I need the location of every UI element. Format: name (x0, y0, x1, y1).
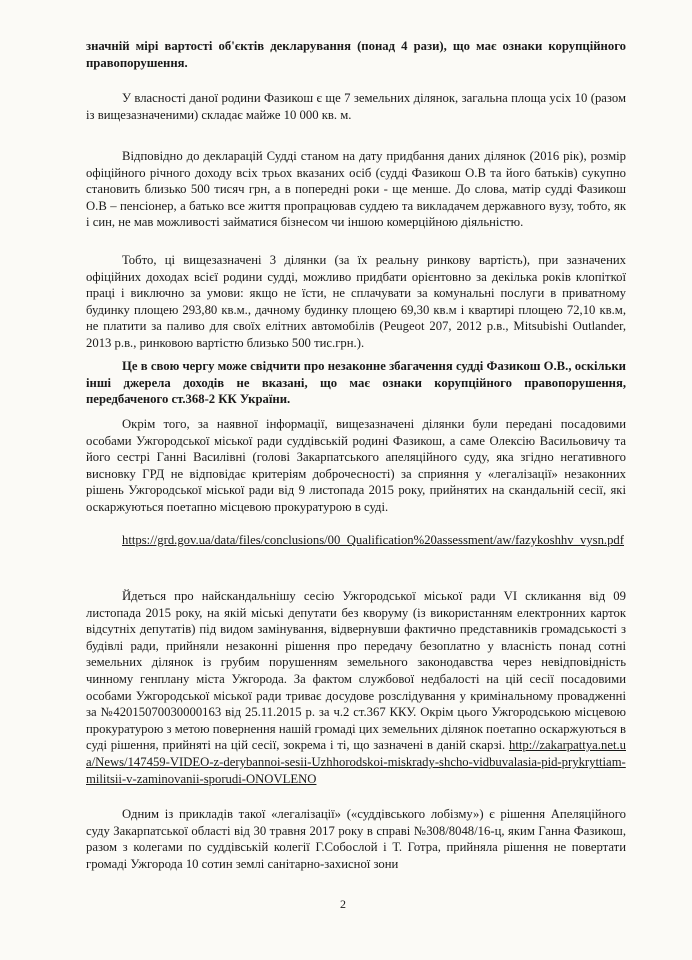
paragraph-continuation: значній мірі вартості об'єктів декларування (понад 4 рази), що має ознаки корупційного правопорушення. (86, 39, 626, 70)
paragraph-plot-value: Тобто, ці вищезазначені 3 ділянки (за їх реальну ринкову вартість), при зазначених офіційних доходах всієї родини судді, можливо придбати орієнтовно за декілька років клопіткої праці і виключно за умови: якщо не їсти, не сплачувати за комунальні послуги в приватному будинку площею 293,80 кв.м., дачному будинку площею 69,30 кв.м і квартирі площею 72,10 кв.м, не платити за паливо для своїх елітних автомобілів (Peugeot 207, 2012 р.в., Mitsubishi Outlander, 2013 р.в., ринковою вартістю близько 500 тис.грн.). (86, 253, 626, 350)
paragraph-transfer-of-plots: Окрім того, за наявної інформації, вищезазначені ділянки були передані посадовими особами Ужгородської міської ради суддівській родині Фазикош, а саме Олексію Васильовичу та його сестрі Ганні Василівні (голові Закарпатського апеляційного суду, яка згідно негативного висновку ГРД не відповідає критеріям доброчесності) за сприяння у «легалізації» незаконних рішень Ужгородської міської ради від 9 листопада 2015 року, прийнятих на скандальній сесії, які оскаржуються поетапно місцевою прокуратурою в суді. (86, 417, 626, 514)
paragraph-land-plots: У власності даної родини Фазикош є ще 7 земельних ділянок, загальна площа усіх 10 (разом із вищезазначеними) складає майже 10 000 кв. м. (86, 91, 626, 122)
paragraph-court-decision: Одним із прикладів такої «легалізації» («суддівського лобізму») є рішення Апеляційного суду Закарпатської області від 30 травня 2017 року в справі №308/8048/16-ц, яким Ганна Фазикош, разом з колегами по суддівській колегії Г.Собослой і Т. Готра, прийняла рішення не повертати громаді Ужгорода 10 сотин землі санітарно-захисної зони (86, 807, 626, 871)
paragraph-income-declaration: Відповідно до декларацій Судді станом на дату придбання даних ділянок (2016 рік), розмір офіційного річного доходу всіх трьох вказаних осіб (судді Фазикош О.В та його батьків) сукупно становить близько 500 тисяч грн, а в попередні роки - ще менше. До слова, матір судді Фазикош О.В – пенсіонер, а батько все життя пропрацював суддею та викладачем державного вузу, тобто, як і син, не мав можливості займатися бізнесом чи іншою комерційною діяльністю. (86, 149, 626, 230)
paragraph-scandal-session (86, 588, 626, 787)
scandal-session-text: Йдеться про найскандальнішу сесію Ужгородської міської ради VI скликання від 09 листопада 2015 року, на якій міські депутати без кворуму (із використанням електронних карток відсутніх депутатів) під видом замінування, відвернувши фактично представників громадськості з будівлі ради, прийняли незаконні рішення про передачу безоплатно у власність понад сотні земельних ділянок із грубим порушенням земельного законодавства через невідповідність чинному генплану міста Ужгорода. За фактом службової недбалості на цій сесії посадовими особами Ужгородської міської ради триває досудове розслідування у кримінальному провадженні за №42015070030000163 від 25.11.2015 р. за ч.2 ст.367 ККУ. Окрім цього Ужгородською місцевою прокуратурою з метою повернення нашій громаді цих земельних ділянок поетапно оскаржуються в суді рішення, прийняті на цій сесії, зокрема і ті, що зазначені в даній скарзі. (86, 589, 626, 753)
paragraph-illegal-enrichment: Це в свою чергу може свідчити про незаконне збагачення судді Фазикош О.В., оскільки інші джерела доходів не вказані, що має ознаки корупційного правопорушення, передбаченого ст.368-2 КК України. (86, 359, 626, 407)
zakarpattya-news-link[interactable]: http://zakarpattya.net.ua/News/147459-VIDEO-z-derybannoi-sesii-Uzhhorodskoi-miskrady-shcho-vidbuvalasia-pid-prykryttiam-militsii-v-zaminovanii-sporudi-ONOVLENO (86, 738, 626, 786)
page-number: 2 (340, 897, 346, 911)
grd-conclusion-link[interactable]: https://grd.gov.ua/data/files/conclusions/00_Qualification%20assessment/aw/fazykoshhv_vysn.pdf (122, 533, 625, 547)
paragraph-grd-link (86, 532, 626, 549)
